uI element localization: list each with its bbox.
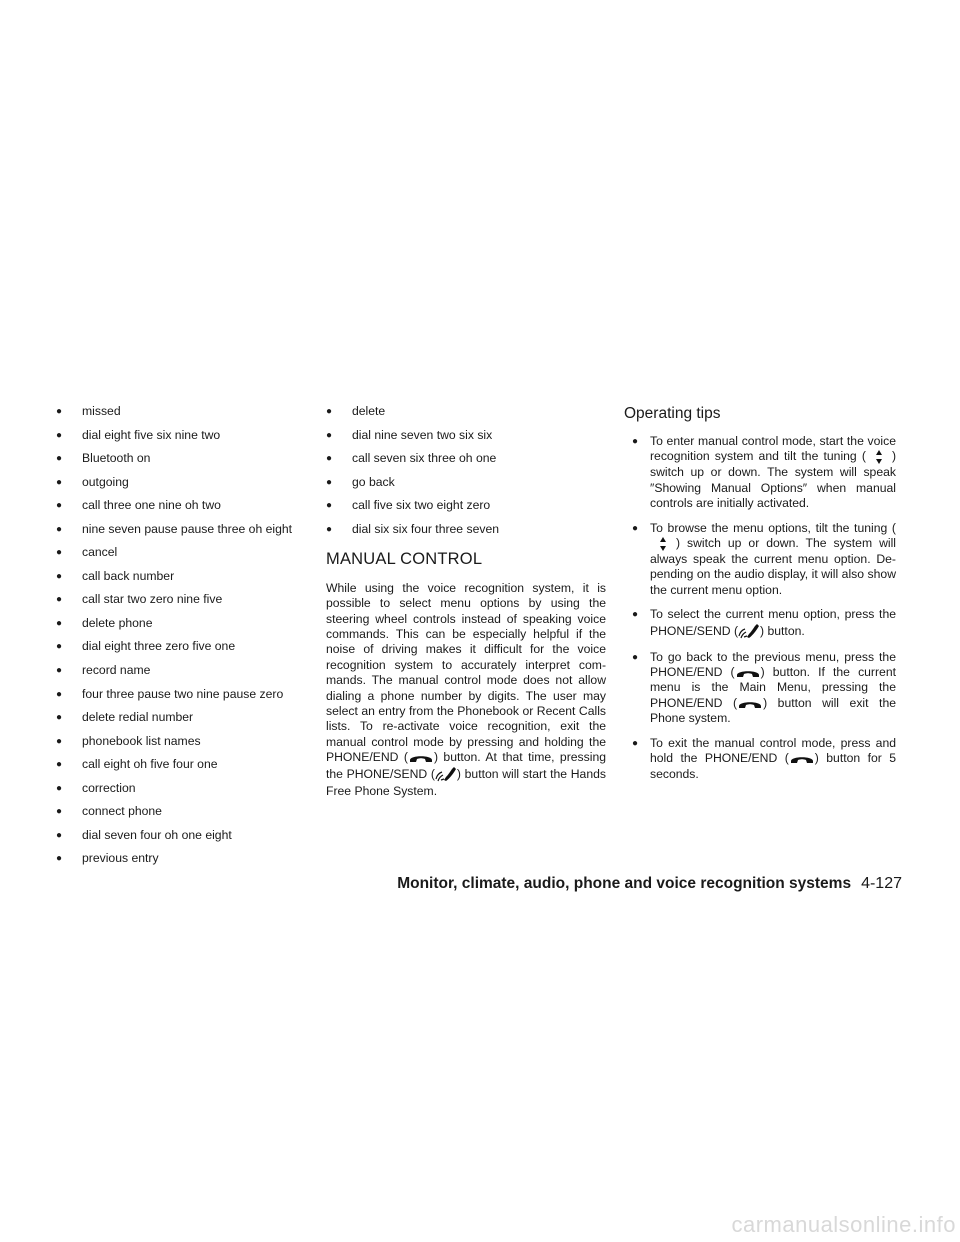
- tip-item-3: ● To select the current menu option, press the PHONE/SEND ( ) button.: [624, 607, 896, 640]
- phone-end-icon: [735, 666, 761, 680]
- voice-command-list-1: [56, 404, 316, 866]
- page-number: 4-127: [861, 875, 902, 892]
- voice-command-item: ● call eight oh five four one: [56, 757, 316, 772]
- tip-item-4: ● To go back to the previous menu, press the PHONE/END ( ) button. If the current menu is the Main Menu, pressing the PHONE/END ( ) button will exit the Phone system.: [624, 650, 896, 727]
- voice-command-item: ● connect phone: [56, 804, 316, 819]
- operating-tips-heading: Operating tips: [624, 405, 721, 422]
- voice-command-item: ● nine seven pause pause three oh eight: [56, 522, 316, 537]
- voice-command-item: ● phonebook list names: [56, 734, 316, 749]
- voice-command-item: ● delete redial number: [56, 710, 316, 725]
- voice-command-item: ● previous entry: [56, 851, 316, 866]
- voice-command-item: ● correction: [56, 781, 316, 796]
- voice-command-item: ● dial nine seven two six six: [326, 428, 606, 443]
- phone-send-icon: [435, 766, 457, 784]
- voice-command-item: ● delete phone: [56, 616, 316, 631]
- voice-command-item: ● cancel: [56, 545, 316, 560]
- voice-command-item: ● call three one nine oh two: [56, 498, 316, 513]
- voice-command-item: ● outgoing: [56, 475, 316, 490]
- voice-command-item: ● dial seven four oh one eight: [56, 828, 316, 843]
- operating-tips-column: [624, 404, 896, 791]
- manual-control-text-3: ) button will start the Hands Free Phone System.: [326, 766, 606, 798]
- voice-command-item: ● delete: [326, 404, 606, 419]
- voice-command-item: ● go back: [326, 475, 606, 490]
- voice-command-list-2: [326, 404, 606, 537]
- voice-command-item: ● Bluetooth on: [56, 451, 316, 466]
- command-list-column-2: [326, 404, 606, 799]
- manual-control-paragraph: [326, 581, 606, 799]
- phone-end-icon: [789, 752, 815, 766]
- voice-command-item: ● call star two zero nine five: [56, 592, 316, 607]
- tip-item-1: ● To enter manual control mode, start the voice recognition system and tilt the tuning ( ) switch up or down. The system will speak ″Showing Manual Options″ when manual controls are initially activated.: [624, 434, 896, 512]
- manual-control-text-2: ) button. At that time, pressing the PHONE/SEND (: [326, 750, 606, 781]
- voice-command-item: ● dial eight three zero five one: [56, 639, 316, 654]
- tip-item-2: ● To browse the menu options, tilt the tuning ( ) switch up or down. The system will always speak the current menu option. De- pending on the audio display, it will also show the current menu option.: [624, 521, 896, 599]
- voice-command-item: ● dial eight five six nine two: [56, 428, 316, 443]
- voice-command-item: ● dial six six four three seven: [326, 522, 606, 537]
- watermark: carmanualsonline.info: [731, 1212, 956, 1237]
- page-footer: [0, 875, 902, 893]
- tuning-updown-icon: [650, 536, 676, 552]
- phone-send-icon: [738, 623, 760, 641]
- voice-command-item: ● call five six two eight zero: [326, 498, 606, 513]
- tuning-updown-icon: [866, 449, 892, 465]
- manual-control-heading: MANUAL CONTROL: [326, 549, 483, 568]
- voice-command-item: ● call back number: [56, 569, 316, 584]
- voice-command-item: ● record name: [56, 663, 316, 678]
- footer-section-title: Monitor, climate, audio, phone and voice recognition systems: [397, 875, 852, 892]
- voice-command-item: ● call seven six three oh one: [326, 451, 606, 466]
- operating-tips-list: [624, 434, 896, 782]
- tip-item-5: ● To exit the manual control mode, press and hold the PHONE/END ( ) button for 5 seconds.: [624, 736, 896, 782]
- voice-command-item: ● missed: [56, 404, 316, 419]
- phone-end-icon: [408, 751, 434, 765]
- voice-command-item: ● four three pause two nine pause zero: [56, 687, 316, 702]
- phone-end-icon: [737, 697, 763, 711]
- manual-control-text-1: While using the voice recognition system, it is possible to select menu options by using the steering wheel controls instead of speaking voice commands. This can be especially helpful if the noise of driving makes it difficult for the voice recognition system to accurately interpret com- mands. The manual control mode does not allow dialing a phone number by digits. The user may select an entry from the Phonebook or Recent Calls lists. To re-activate voice recognition, exit the manual control mode by pressing and holding the PHONE/END (: [326, 580, 606, 765]
- command-list-column-1: [56, 404, 316, 875]
